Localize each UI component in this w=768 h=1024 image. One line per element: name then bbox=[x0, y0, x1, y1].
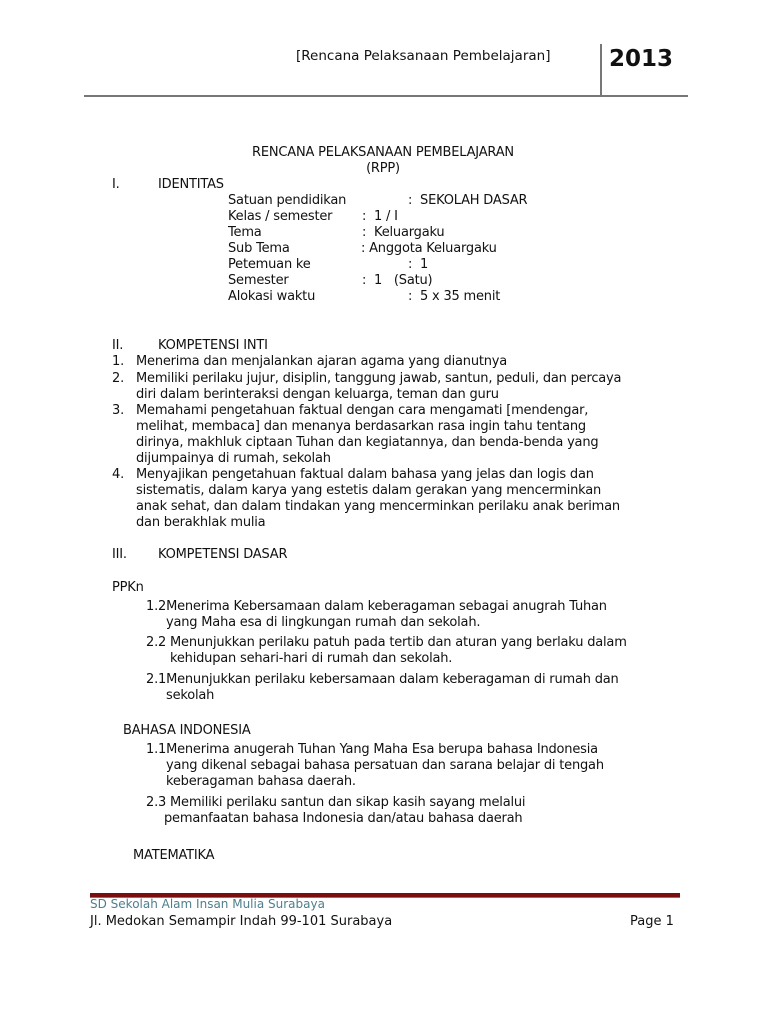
list-item-text: dijumpainya di rumah, sekolah bbox=[136, 451, 331, 466]
identity-value: : 1 bbox=[408, 257, 429, 272]
section-number: I. bbox=[112, 177, 120, 192]
page-number: Page 1 bbox=[630, 914, 674, 929]
identity-label: Satuan pendidikan bbox=[228, 193, 347, 208]
kd-item-text: keberagaman bahasa daerah. bbox=[166, 774, 356, 789]
list-item-text: Menerima dan menjalankan ajaran agama yang dianutnya bbox=[136, 354, 508, 369]
section-number: III. bbox=[112, 547, 127, 562]
kd-item-text: 1.2Menerima Kebersamaan dalam keberagaman sebagai anugrah Tuhan bbox=[146, 599, 607, 614]
kd-item-text: yang dikenal sebagai bahasa persatuan dan sarana belajar di tengah bbox=[166, 758, 604, 773]
header-rule bbox=[84, 95, 688, 97]
kd-item-text: kehidupan sehari-hari di rumah dan sekolah. bbox=[170, 651, 453, 666]
identity-label: Petemuan ke bbox=[228, 257, 311, 272]
identity-value: : Keluargaku bbox=[362, 225, 445, 240]
section-number: II. bbox=[112, 338, 124, 353]
kd-item-text: sekolah bbox=[166, 688, 215, 703]
identity-label: Semester bbox=[228, 273, 289, 288]
kd-item-text: yang Maha esa di lingkungan rumah dan sekolah. bbox=[166, 615, 481, 630]
list-number: 1. bbox=[112, 354, 125, 369]
list-item-text: diri dalam berinteraksi dengan keluarga, teman dan guru bbox=[136, 387, 499, 402]
section-title: KOMPETENSI INTI bbox=[158, 338, 268, 353]
section-title: KOMPETENSI DASAR bbox=[158, 547, 288, 562]
identity-value: : 5 x 35 menit bbox=[408, 289, 501, 304]
list-item-text: dan berakhlak mulia bbox=[136, 515, 266, 530]
doc-title: RENCANA PELAKSANAAN PEMBELAJARAN bbox=[252, 145, 514, 160]
identity-value: : Anggota Keluargaku bbox=[361, 241, 497, 256]
kd-item-text: pemanfaatan bahasa Indonesia dan/atau bahasa daerah bbox=[164, 811, 523, 826]
footer-school: SD Sekolah Alam Insan Mulia Surabaya bbox=[90, 897, 325, 911]
list-number: 3. bbox=[112, 403, 125, 418]
identity-label: Tema bbox=[228, 225, 262, 240]
kd-item-text: 2.2 Menunjukkan perilaku patuh pada tertib dan aturan yang berlaku dalam bbox=[146, 635, 627, 650]
section-title: IDENTITAS bbox=[158, 177, 224, 192]
list-number: 4. bbox=[112, 467, 125, 482]
list-number: 2. bbox=[112, 371, 125, 386]
identity-value: : SEKOLAH DASAR bbox=[408, 193, 528, 208]
header-divider bbox=[600, 44, 602, 96]
kd-item-text: 2.3 Memiliki perilaku santun dan sikap kasih sayang melalui bbox=[146, 795, 526, 810]
list-item-text: Memiliki perilaku jujur, disiplin, tanggung jawab, santun, peduli, dan percaya bbox=[136, 371, 622, 386]
identity-label: Alokasi waktu bbox=[228, 289, 316, 304]
list-item-text: anak sehat, dan dalam tindakan yang mencerminkan perilaku anak beriman bbox=[136, 499, 620, 514]
kd-item-text: 1.1Menerima anugerah Tuhan Yang Maha Esa berupa bahasa Indonesia bbox=[146, 742, 598, 757]
list-item-text: sistematis, dalam karya yang estetis dalam gerakan yang mencerminkan bbox=[136, 483, 602, 498]
list-item-text: Menyajikan pengetahuan faktual dalam bahasa yang jelas dan logis dan bbox=[136, 467, 594, 482]
header-title: [Rencana Pelaksanaan Pembelajaran] bbox=[296, 48, 551, 64]
header-year: 2013 bbox=[609, 46, 674, 72]
subject-title-matematika: MATEMATIKA bbox=[133, 848, 215, 863]
subject-title-ppkn: PPKn bbox=[112, 580, 144, 595]
list-item-text: Memahami pengetahuan faktual dengan cara mengamati [mendengar, bbox=[136, 403, 589, 418]
subject-title-bahasa-indonesia: BAHASA INDONESIA bbox=[123, 723, 251, 738]
list-item-text: melihat, membaca] dan menanya berdasarkan rasa ingin tahu tentang bbox=[136, 419, 586, 434]
list-item-text: dirinya, makhluk ciptaan Tuhan dan kegiatannya, dan benda-benda yang bbox=[136, 435, 599, 450]
kd-item-text: 2.1Menunjukkan perilaku kebersamaan dalam keberagaman di rumah dan bbox=[146, 672, 619, 687]
identity-label: Kelas / semester bbox=[228, 209, 333, 224]
identity-value: : 1 (Satu) bbox=[362, 273, 433, 288]
doc-subtitle: (RPP) bbox=[366, 161, 400, 176]
identity-label: Sub Tema bbox=[228, 241, 290, 256]
identity-value: : 1 / I bbox=[362, 209, 398, 224]
footer-address: Jl. Medokan Semampir Indah 99-101 Surabaya bbox=[90, 914, 393, 929]
